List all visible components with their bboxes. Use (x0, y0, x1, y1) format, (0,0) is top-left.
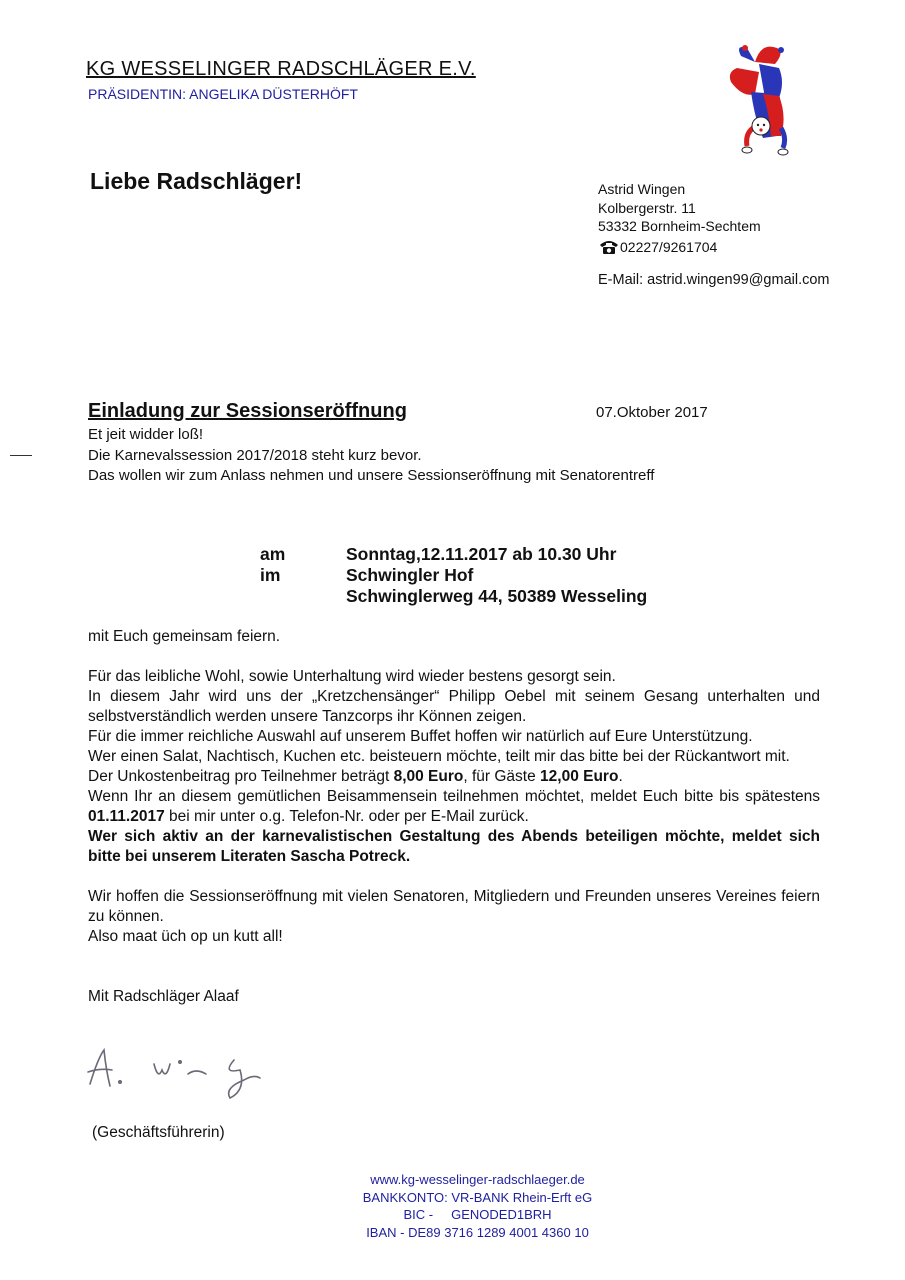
paragraph-buffet: Für die immer reichliche Auswahl auf unserem Buffet hoffen wir natürlich auf Eure Unterstützung. (88, 728, 753, 745)
closing-greeting: Mit Radschläger Alaaf (88, 988, 239, 1005)
fee-text: , für Gäste (463, 768, 541, 785)
salutation: Liebe Radschläger! (90, 168, 303, 194)
sender-street: Kolbergerstr. 11 (598, 199, 696, 216)
telephone-icon (598, 239, 620, 255)
letter-body (88, 627, 820, 1007)
club-logo (725, 42, 797, 158)
paragraph-entertainment: In diesem Jahr wird uns der „Kretzchensänger“ Philipp Oebel mit seinem Gesang unterhalten und selbstverständlich werden unsere Tanzcorps ihr Können zeigen. (88, 688, 820, 725)
fee-guest: 12,00 Euro (540, 768, 619, 785)
footer-website[interactable]: www.kg-wesselinger-radschlaeger.de (370, 1172, 585, 1187)
footer-iban: IBAN - DE89 3716 1289 4001 4360 10 (366, 1224, 589, 1240)
fee-text: Der Unkostenbeitrag pro Teilnehmer beträgt (88, 768, 394, 785)
paragraph-rsvp (88, 787, 820, 827)
footer-bank: BANKKONTO: VR-BANK Rhein-Erft eG (362, 1189, 593, 1205)
paragraph-fee (88, 767, 820, 787)
paragraph-hope: Wir hoffen die Sessionseröffnung mit vielen Senatoren, Mitgliedern und Freunden unseres Vereines feiern zu können. (88, 888, 820, 925)
intro-line: Das wollen wir zum Anlass nehmen und unsere Sessionseröffnung mit Senatorentreff (88, 467, 655, 484)
event-details (260, 544, 647, 607)
paragraph-active-participation (88, 827, 820, 867)
fee-text: . (618, 768, 623, 785)
signer-role: (Geschäftsführerin) (92, 1124, 225, 1141)
sender-city: 53332 Bornheim-Sechtem (598, 218, 761, 234)
closing-dialect: Also maat üch op un kutt all! (88, 928, 283, 945)
organization-name: KG WESSELINGER RADSCHLÄGER E.V. (86, 58, 476, 80)
rsvp-deadline: 01.11.2017 (88, 808, 165, 825)
intro-line: Et jeit widder loß! (88, 426, 204, 443)
intro-text (88, 425, 654, 487)
event-date-time: Sonntag,12.11.2017 ab 10.30 Uhr (346, 544, 617, 564)
footer-bic: BIC - GENODED1BRH (403, 1207, 552, 1222)
sender-email: E-Mail: astrid.wingen99@gmail.com (598, 272, 830, 288)
sender-phone: 02227/9261704 (620, 238, 718, 255)
paragraph-catering: Für das leibliche Wohl, sowie Unterhaltung wird wieder bestens gesorgt sein. (88, 668, 616, 685)
letter-date: 07.Oktober 2017 (596, 404, 708, 421)
rsvp-text: bei mir unter o.g. Telefon-Nr. oder per E-Mail zurück. (164, 808, 529, 825)
footer (0, 1171, 905, 1241)
sender-address (598, 180, 761, 256)
letter-subject: Einladung zur Sessionseröffnung (88, 400, 407, 422)
fold-mark (10, 455, 32, 456)
celebrate-line: mit Euch gemeinsam feiern. (88, 628, 281, 645)
president-line: PRÄSIDENTIN: ANGELIKA DÜSTERHÖFT (88, 86, 358, 102)
fee-member: 8,00 Euro (393, 768, 464, 785)
sender-name: Astrid Wingen (598, 181, 686, 197)
paragraph-contributions: Wer einen Salat, Nachtisch, Kuchen etc. beisteuern möchte, teilt mir das bitte bei der Rückantwort mit. (88, 748, 790, 765)
handwritten-signature (84, 1040, 284, 1100)
sender-phone-row (598, 238, 761, 257)
active-note: Wer sich aktiv an der karnevalistischen Gestaltung des Abends beteiligen möchte, meldet sich bitte bei unserem Literaten Sascha Potreck. (88, 828, 820, 865)
event-address: Schwinglerweg 44, 50389 Wesseling (346, 586, 648, 606)
event-label-am: am (260, 544, 286, 564)
event-label-im: im (260, 565, 281, 585)
event-venue: Schwingler Hof (346, 565, 474, 585)
intro-line: Die Karnevalssession 2017/2018 steht kurz bevor. (88, 446, 422, 464)
rsvp-text: Wenn Ihr an diesem gemütlichen Beisammensein teilnehmen möchtet, meldet Euch bitte bis spätestens (88, 788, 820, 805)
